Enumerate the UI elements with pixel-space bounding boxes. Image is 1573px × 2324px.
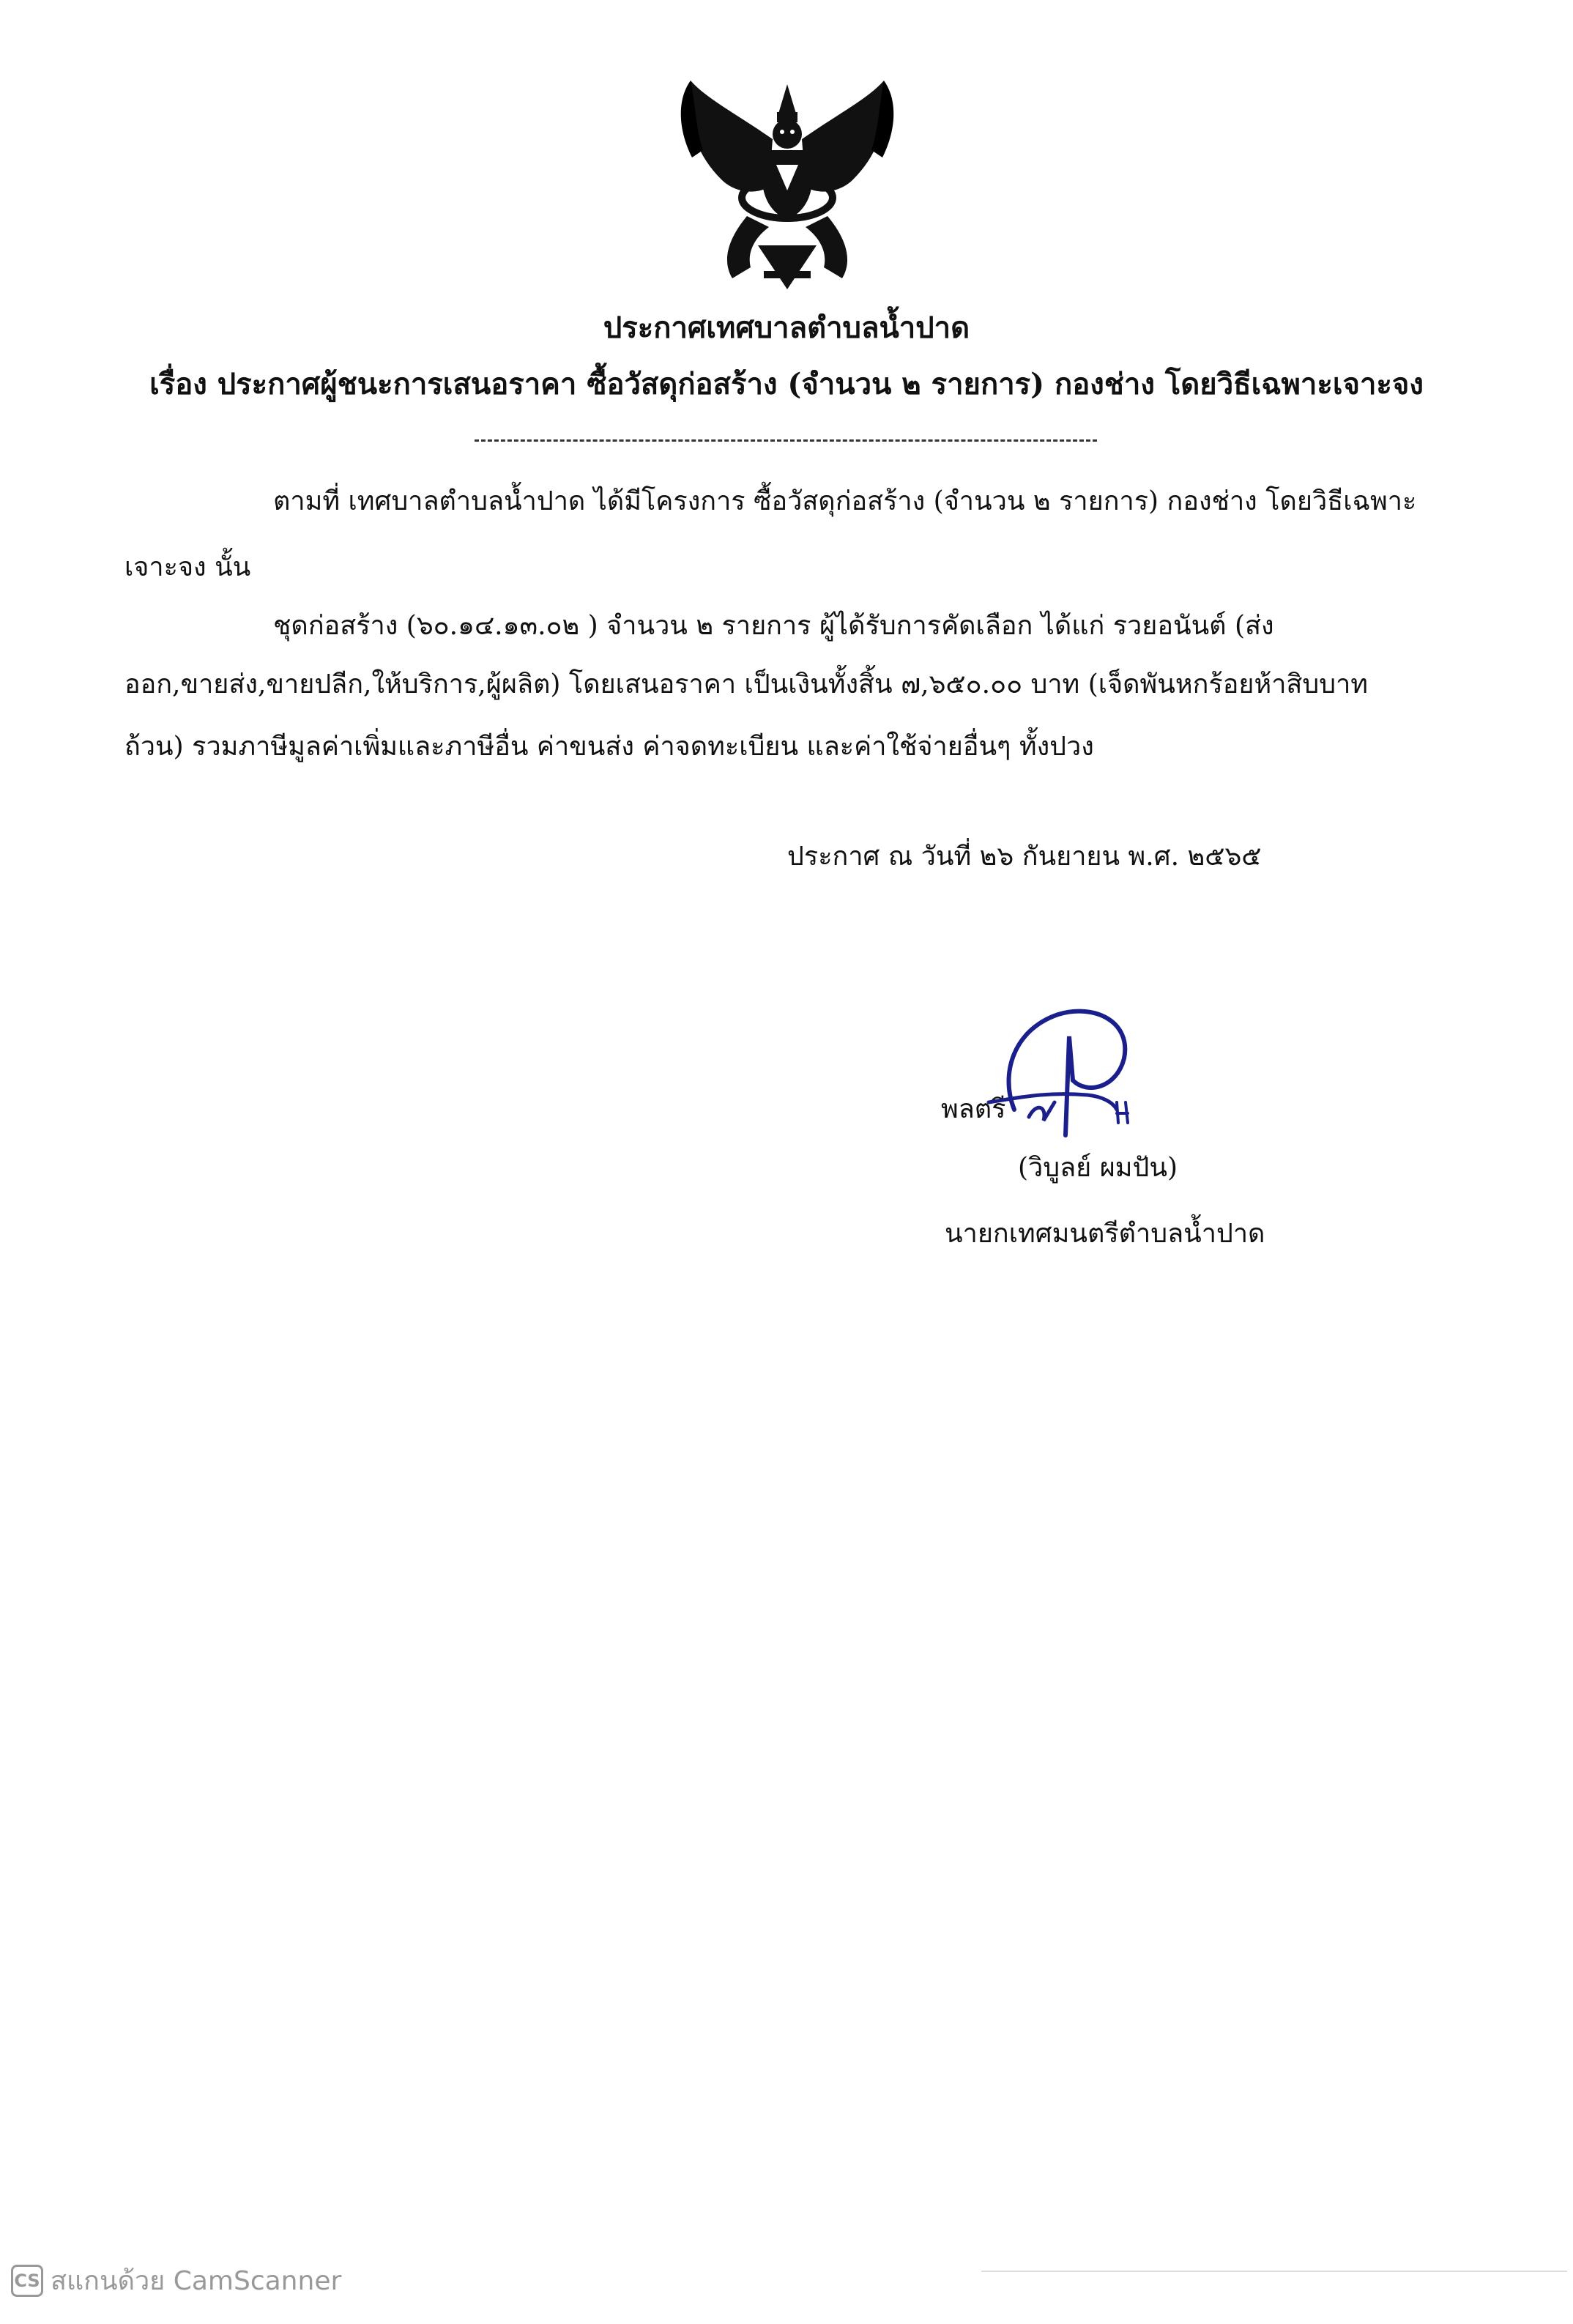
camscanner-watermark [11, 2260, 341, 2301]
para1-line1: ตามที่ เทศบาลตำบลน้ำปาด ได้มีโครงการ ซื้อวัสดุก่อสร้าง (จำนวน ๒ รายการ) กองช่าง โดยวิธีเฉพาะ [273, 486, 1417, 516]
handwritten-signature [985, 992, 1146, 1146]
announcement-date: ประกาศ ณ วันที่ ๒๖ กันยายน พ.ศ. ๒๕๖๕ [787, 842, 1262, 872]
announcement-subject: เรื่อง ประกาศผู้ชนะการเสนอราคา ซื้อวัสดุก่อสร้าง (จำนวน ๒ รายการ) กองช่าง โดยวิธีเฉพาะเจาะจง [149, 367, 1424, 401]
watermark-text: สแกนด้วย CamScanner [51, 2266, 342, 2296]
para1-line2: เจาะจง นั้น [124, 552, 251, 582]
garuda-emblem-icon [677, 70, 897, 293]
signatory-rank: พลตรี [941, 1094, 1006, 1124]
signatory-position: นายกเทศมนตรีตำบลน้ำปาด [945, 1219, 1265, 1249]
para2-line2: ออก,ขายส่ง,ขายปลีก,ให้บริการ,ผู้ผลิต) โดยเสนอราคา เป็นเงินทั้งสิ้น ๗,๖๕๐.๐๐ บาท (เจ็ดพันหกร้อยห้าสิบบาท [124, 669, 1369, 699]
camscanner-logo-icon: CS [11, 2265, 43, 2297]
divider [475, 439, 1097, 442]
scan-edge-line [981, 2271, 1567, 2272]
announcement-title: ประกาศเทศบาลตำบลน้ำปาด [603, 311, 970, 345]
para2-line3: ถ้วน) รวมภาษีมูลค่าเพิ่มและภาษีอื่น ค่าขนส่ง ค่าจดทะเบียน และค่าใช้จ่ายอื่นๆ ทั้งปวง [124, 732, 1094, 762]
signatory-name: (วิบูลย์ ผมปัน) [1018, 1153, 1178, 1183]
para2-line1: ชุดก่อสร้าง (๖๐.๑๔.๑๓.๐๒ ) จำนวน ๒ รายการ ผู้ได้รับการคัดเลือก ได้แก่ รวยอนันต์ (ส่ง [273, 611, 1274, 641]
